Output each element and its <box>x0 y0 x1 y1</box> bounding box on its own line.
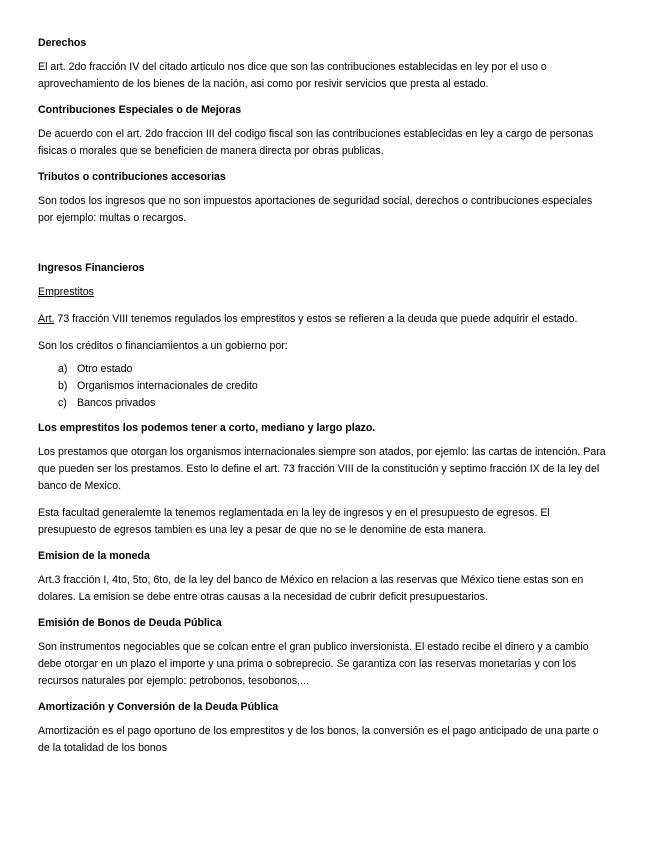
heading-plazos: Los emprestitos los podemos tener a corto, mediano y largo plazo. <box>38 422 376 434</box>
heading-ingresos-financieros: Ingresos Financieros <box>38 262 145 274</box>
list-item-text: Organismos internacionales de credito <box>77 380 258 392</box>
paragraph-bonos-deuda: Son instrumentos negociables que se colcan entre el gran publico inversionista. El estado recibe el dinero y a cambio debe otorgar en un plazo el importe y una prima o sobreprecio. Se garantiza con las reservas monetarias y con los recursos naturales por ejemplo: petrobonos, tesobonos,... <box>38 641 589 687</box>
paragraph-emision-moneda: Art.3 fracción I, 4to, 5to, 6to, de la ley del banco de México en relacion a las reservas que México tiene estas son en dolares. La emision se debe entre otras causas a la necesidad de cubrir deficit presupuestarios. <box>38 574 584 603</box>
heading-bonos-deuda: Emisión de Bonos de Deuda Pública <box>38 617 222 629</box>
paragraph-prestamos: Los prestamos que otorgan los organismos internacionales siempre son atados, por ejemlo: las cartas de intención. Para que pueden ser los prestamos. Esto lo define el art. 73 fracción VIII de la constitución y septimo fracción IX de la ley del banco de Mexico. <box>38 446 606 492</box>
heading-emision-moneda: Emision de la moneda <box>38 550 150 562</box>
heading-contribuciones-mejoras: Contribuciones Especiales o de Mejoras <box>38 104 242 116</box>
list-item-text: Otro estado <box>77 363 133 375</box>
document-page <box>38 36 608 767</box>
heading-amortizacion: Amortización y Conversión de la Deuda Pública <box>38 701 279 713</box>
subheading-emprestitos: Emprestitos <box>38 286 94 298</box>
paragraph-creditos: Son los créditos o financiamientos a un gobierno por: <box>38 340 288 352</box>
art-abbreviation: Art. <box>38 313 55 325</box>
list-marker: c) <box>58 397 67 409</box>
list-item <box>58 361 608 378</box>
list-item <box>58 395 608 412</box>
list-marker: b) <box>58 380 68 392</box>
list-item-text: Bancos privados <box>77 397 156 409</box>
heading-contribuciones-accesorias: Tributos o contribuciones accesorias <box>38 171 226 183</box>
section-spacer <box>38 237 608 261</box>
paragraph-contribuciones-accesorias: Son todos los ingresos que no son impuestos aportaciones de seguridad social, derechos o contribuciones especiales por ejemplo: multas o recargos. <box>38 195 593 224</box>
paragraph-amortizacion: Amortización es el pago oportuno de los emprestitos y de los bonos, la conversión es el pago anticipado de una parte o de la totalidad de los bonos <box>38 725 599 754</box>
paragraph-derechos: El art. 2do fracción IV del citado articulo nos dice que son las contribuciones establecidas en ley por el uso o aprovechamiento de los bienes de la nación, asi como por resivir servicios que presta al estado. <box>38 61 547 90</box>
paragraph-contribuciones-mejoras: De acuerdo con el art. 2do fraccion III del codigo fiscal son las contribuciones establecidas en ley a cargo de personas fisicas o morales que se beneficien de manera directa por obras publicas. <box>38 128 594 157</box>
heading-derechos: Derechos <box>38 37 87 49</box>
creditors-list <box>38 361 608 412</box>
paragraph-facultad: Esta facultad generalemte la tenemos reglamentada en la ley de ingresos y en el presupuesto de egresos. El presupuesto de egresos tambien es una ley a pesar de que no se le denomine de esta manera. <box>38 507 550 536</box>
paragraph-emprestitos <box>38 311 608 328</box>
list-item <box>58 378 608 395</box>
paragraph-emprestitos-text: 73 fracción VIII tenemos regulados los emprestitos y estos se refieren a la deuda que puede adquirir el estado. <box>54 313 578 325</box>
list-marker: a) <box>58 363 68 375</box>
